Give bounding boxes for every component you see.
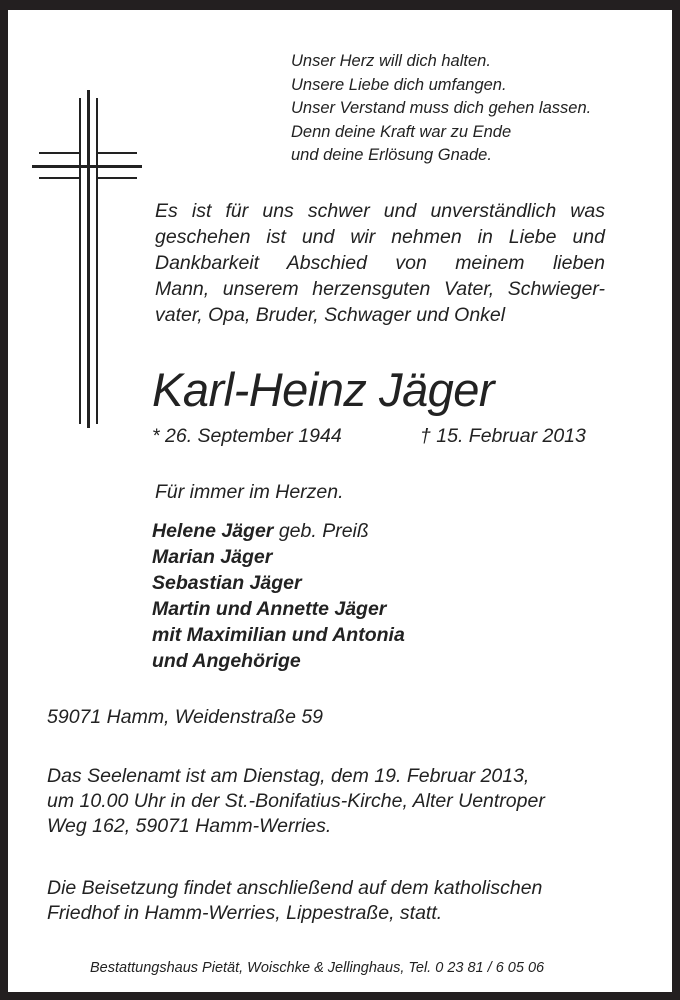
birth-date: * 26. September 1944 [152,425,342,447]
deceased-name: Karl-Heinz Jäger [152,363,495,416]
motto: Für immer im Herzen. [155,481,344,503]
family-member: Sebastian Jäger [152,572,302,594]
burial-info [47,876,542,926]
family-member: Marian Jäger [152,546,273,568]
intro-line: Mann, unserem herzensguten Vater, Schwieger- [155,278,605,300]
family-member-name: Helene Jäger [152,520,274,542]
family-member: Martin und Annette Jäger [152,598,387,620]
poem [291,50,591,168]
family-list [152,518,405,674]
maiden-name: geb. Preiß [273,520,369,542]
intro-line: Es ist für uns schwer und unverständlich was [155,200,605,222]
family-member: und Angehörige [152,650,301,672]
intro-text [155,198,605,328]
poem-line: Denn deine Kraft war zu Ende [291,122,512,141]
burial-line: Friedhof in Hamm-Werries, Lippestraße, statt. [47,902,443,924]
intro-line: vater, Opa, Bruder, Schwager und Onkel [155,304,506,326]
death-date: † 15. Februar 2013 [420,425,586,447]
requiem-line: um 10.00 Uhr in der St.-Bonifatius-Kirche, Alter Uentroper [47,790,545,812]
family-member: mit Maximilian und Antonia [152,624,405,646]
requiem-info [47,764,545,839]
intro-line: Dankbarkeit Abschied von meinem lieben [155,252,605,274]
funeral-home-footer: Bestattungshaus Pietät, Woischke & Jellinghaus, Tel. 0 23 81 / 6 05 06 [90,960,545,976]
poem-line: Unser Verstand muss dich gehen lassen. [291,99,592,117]
requiem-line: Weg 162, 59071 Hamm-Werries. [47,815,332,837]
address: 59071 Hamm, Weidenstraße 59 [47,706,324,728]
poem-line: Unser Herz will dich halten. [291,52,491,70]
poem-line: und deine Erlösung Gnade. [291,146,492,164]
family-member [152,518,405,544]
requiem-line: Das Seelenamt ist am Dienstag, dem 19. Februar 2013, [47,765,530,787]
poem-line: Unsere Liebe dich umfangen. [291,75,507,94]
intro-line: geschehen ist und wir nehmen in Liebe und [155,226,605,248]
burial-line: Die Beisetzung findet anschließend auf dem katholischen [47,877,543,899]
